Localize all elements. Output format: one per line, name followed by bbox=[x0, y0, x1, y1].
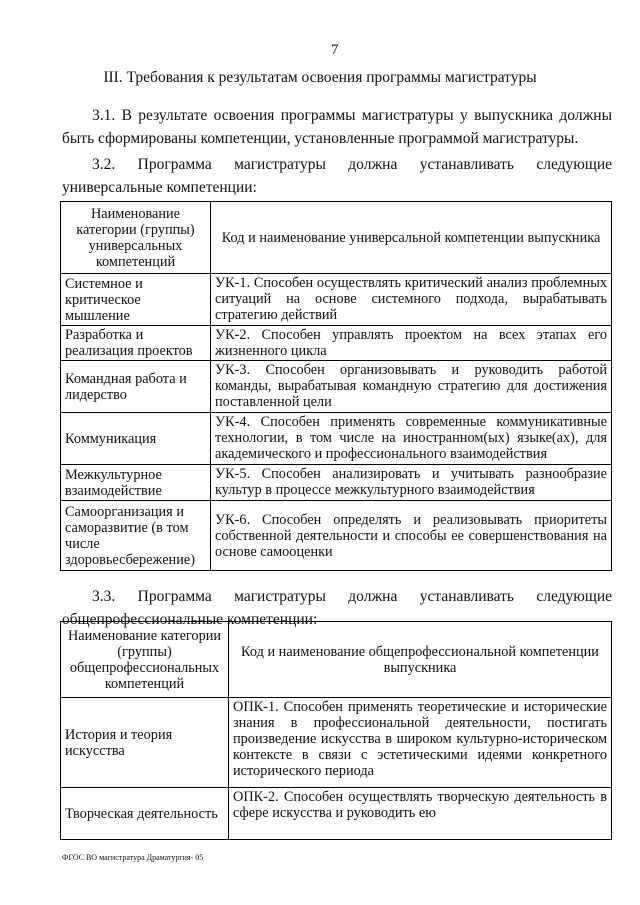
table-row bbox=[61, 274, 612, 326]
table-row bbox=[61, 465, 612, 501]
category-cell: Разработка и реализация проектов bbox=[61, 326, 211, 361]
table-header-row bbox=[61, 622, 612, 698]
category-cell: Межкультурное взаимодействие bbox=[61, 465, 211, 501]
table-row bbox=[61, 501, 612, 571]
category-cell: Коммуникация bbox=[61, 413, 211, 465]
table-row bbox=[61, 413, 612, 465]
competence-cell: УК-4. Способен применять современные коммуникативные технологии, в том числе на иностранном(ых) языке(ах), для академического и профессионального взаимодействия bbox=[211, 413, 612, 465]
table-header-row bbox=[61, 202, 612, 274]
table-row bbox=[61, 788, 612, 840]
table-row bbox=[61, 326, 612, 361]
paragraph-3-2 bbox=[62, 153, 612, 199]
paragraph-3-2-text: 3.2. Программа магистратуры должна устанавливать следующие универсальные компетенции: bbox=[62, 156, 612, 196]
table-row bbox=[61, 361, 612, 413]
footer-note: ФГОС ВО магистратура Драматургия- 05 bbox=[62, 853, 204, 862]
competence-cell: ОПК-2. Способен осуществлять творческую деятельность в сфере искусства и руководить ею bbox=[229, 788, 612, 840]
paragraph-3-1-text: 3.1. В результате освоения программы магистратуры у выпускника должны быть сформированы компетенции, установленные программой магистратуры. bbox=[62, 107, 612, 147]
competence-cell: УК-6. Способен определять и реализовывать приоритеты собственной деятельности и способы ее совершенствования на основе самооценки bbox=[211, 501, 612, 571]
paragraph-3-1 bbox=[62, 104, 612, 150]
paragraph-3-3-text: 3.3. Программа магистратуры должна устанавливать следующие общепрофессиональные компетенции: bbox=[62, 588, 612, 628]
category-cell: Творческая деятельность bbox=[61, 788, 229, 840]
category-cell: Системное и критическое мышление bbox=[61, 274, 211, 326]
header-code: Код и наименование общепрофессиональной компетенции выпускника bbox=[229, 622, 612, 698]
competence-cell: УК-5. Способен анализировать и учитывать разнообразие культур в процессе межкультурного взаимодействия bbox=[211, 465, 612, 501]
table-row bbox=[61, 698, 612, 788]
header-code: Код и наименование универсальной компетенции выпускника bbox=[211, 202, 612, 274]
competence-cell: УК-1. Способен осуществлять критический анализ проблемных ситуаций на основе системного подхода, вырабатывать стратегию действий bbox=[211, 274, 612, 326]
category-cell: Самоорганизация и саморазвитие (в том числе здоровьесбережение) bbox=[61, 501, 211, 571]
competence-cell: УК-2. Способен управлять проектом на всех этапах его жизненного цикла bbox=[211, 326, 612, 361]
category-cell: Командная работа и лидерство bbox=[61, 361, 211, 413]
category-cell: История и теория искусства bbox=[61, 698, 229, 788]
page-number: 7 bbox=[331, 42, 339, 58]
section-heading: III. Требования к результатам освоения программы магистратуры bbox=[103, 69, 537, 86]
general-professional-competencies-table bbox=[60, 621, 612, 840]
header-category: Наименование категории (группы) универсальных компетенций bbox=[61, 202, 211, 274]
header-category: Наименование категории (группы) общепрофессиональных компетенций bbox=[61, 622, 229, 698]
competence-cell: УК-3. Способен организовывать и руководить работой команды, вырабатывая командную стратегию для достижения поставленной цели bbox=[211, 361, 612, 413]
universal-competencies-table bbox=[60, 201, 612, 571]
competence-cell: ОПК-1. Способен применять теоретические и исторические знания в профессиональной деятельности, постигать произведение искусства в широком культурно-историческом контексте в связи с эстетическими идеями конкретного исторического периода bbox=[229, 698, 612, 788]
